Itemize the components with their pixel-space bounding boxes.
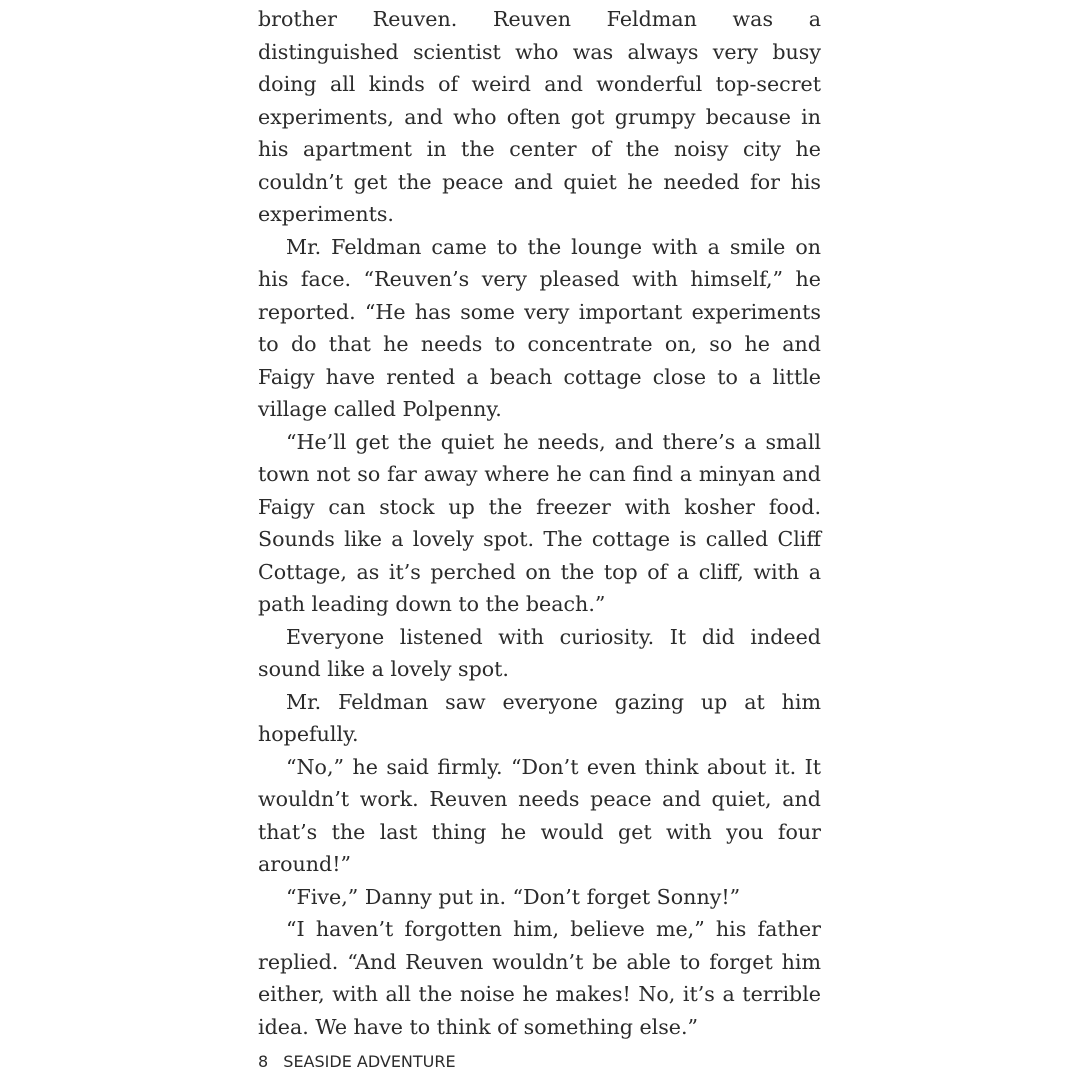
- body-text: [258, 3, 821, 1043]
- page-footer: [258, 1051, 456, 1073]
- paragraph: “I haven’t forgotten him, believe me,” his father replied. “And Reuven wouldn’t be able to forget him either, with all the noise he makes! No, it’s a terrible idea. We have to think of something else.”: [258, 917, 821, 1039]
- paragraph: Mr. Feldman saw everyone gazing up at him hopefully.: [258, 689, 821, 746]
- running-title: SEASIDE ADVENTURE: [283, 1052, 456, 1071]
- paragraph: “He’ll get the quiet he needs, and there’s a small town not so far away where he can find a minyan and Faigy can stock up the freezer with kosher food. Sounds like a lovely spot. The cottage is called Cliff Cottage, as it’s perched on the top of a cliff, with a path leading down to the beach.”: [258, 429, 821, 616]
- paragraph: Everyone listened with curiosity. It did indeed sound like a lovely spot.: [258, 624, 821, 681]
- paragraph: “No,” he said firmly. “Don’t even think about it. It wouldn’t work. Reuven needs peace and quiet, and that’s the last thing he would get with you four around!”: [258, 754, 821, 876]
- paragraph: “Five,” Danny put in. “Don’t forget Sonny!”: [286, 884, 741, 909]
- paragraph: brother Reuven. Reuven Feldman was a distinguished scientist who was always very busy doing all kinds of weird and wonderful top-secret experiments, and who often got grumpy because in his apartment in the center of the noisy city he couldn’t get the peace and quiet he needed for his experiments.: [258, 7, 821, 226]
- paragraph: Mr. Feldman came to the lounge with a smile on his face. “Reuven’s very pleased with himself,” he reported. “He has some very important experiments to do that he needs to concentrate on, so he and Faigy have rented a beach cottage close to a little village called Polpenny.: [258, 234, 821, 421]
- page-number: 8: [258, 1052, 269, 1071]
